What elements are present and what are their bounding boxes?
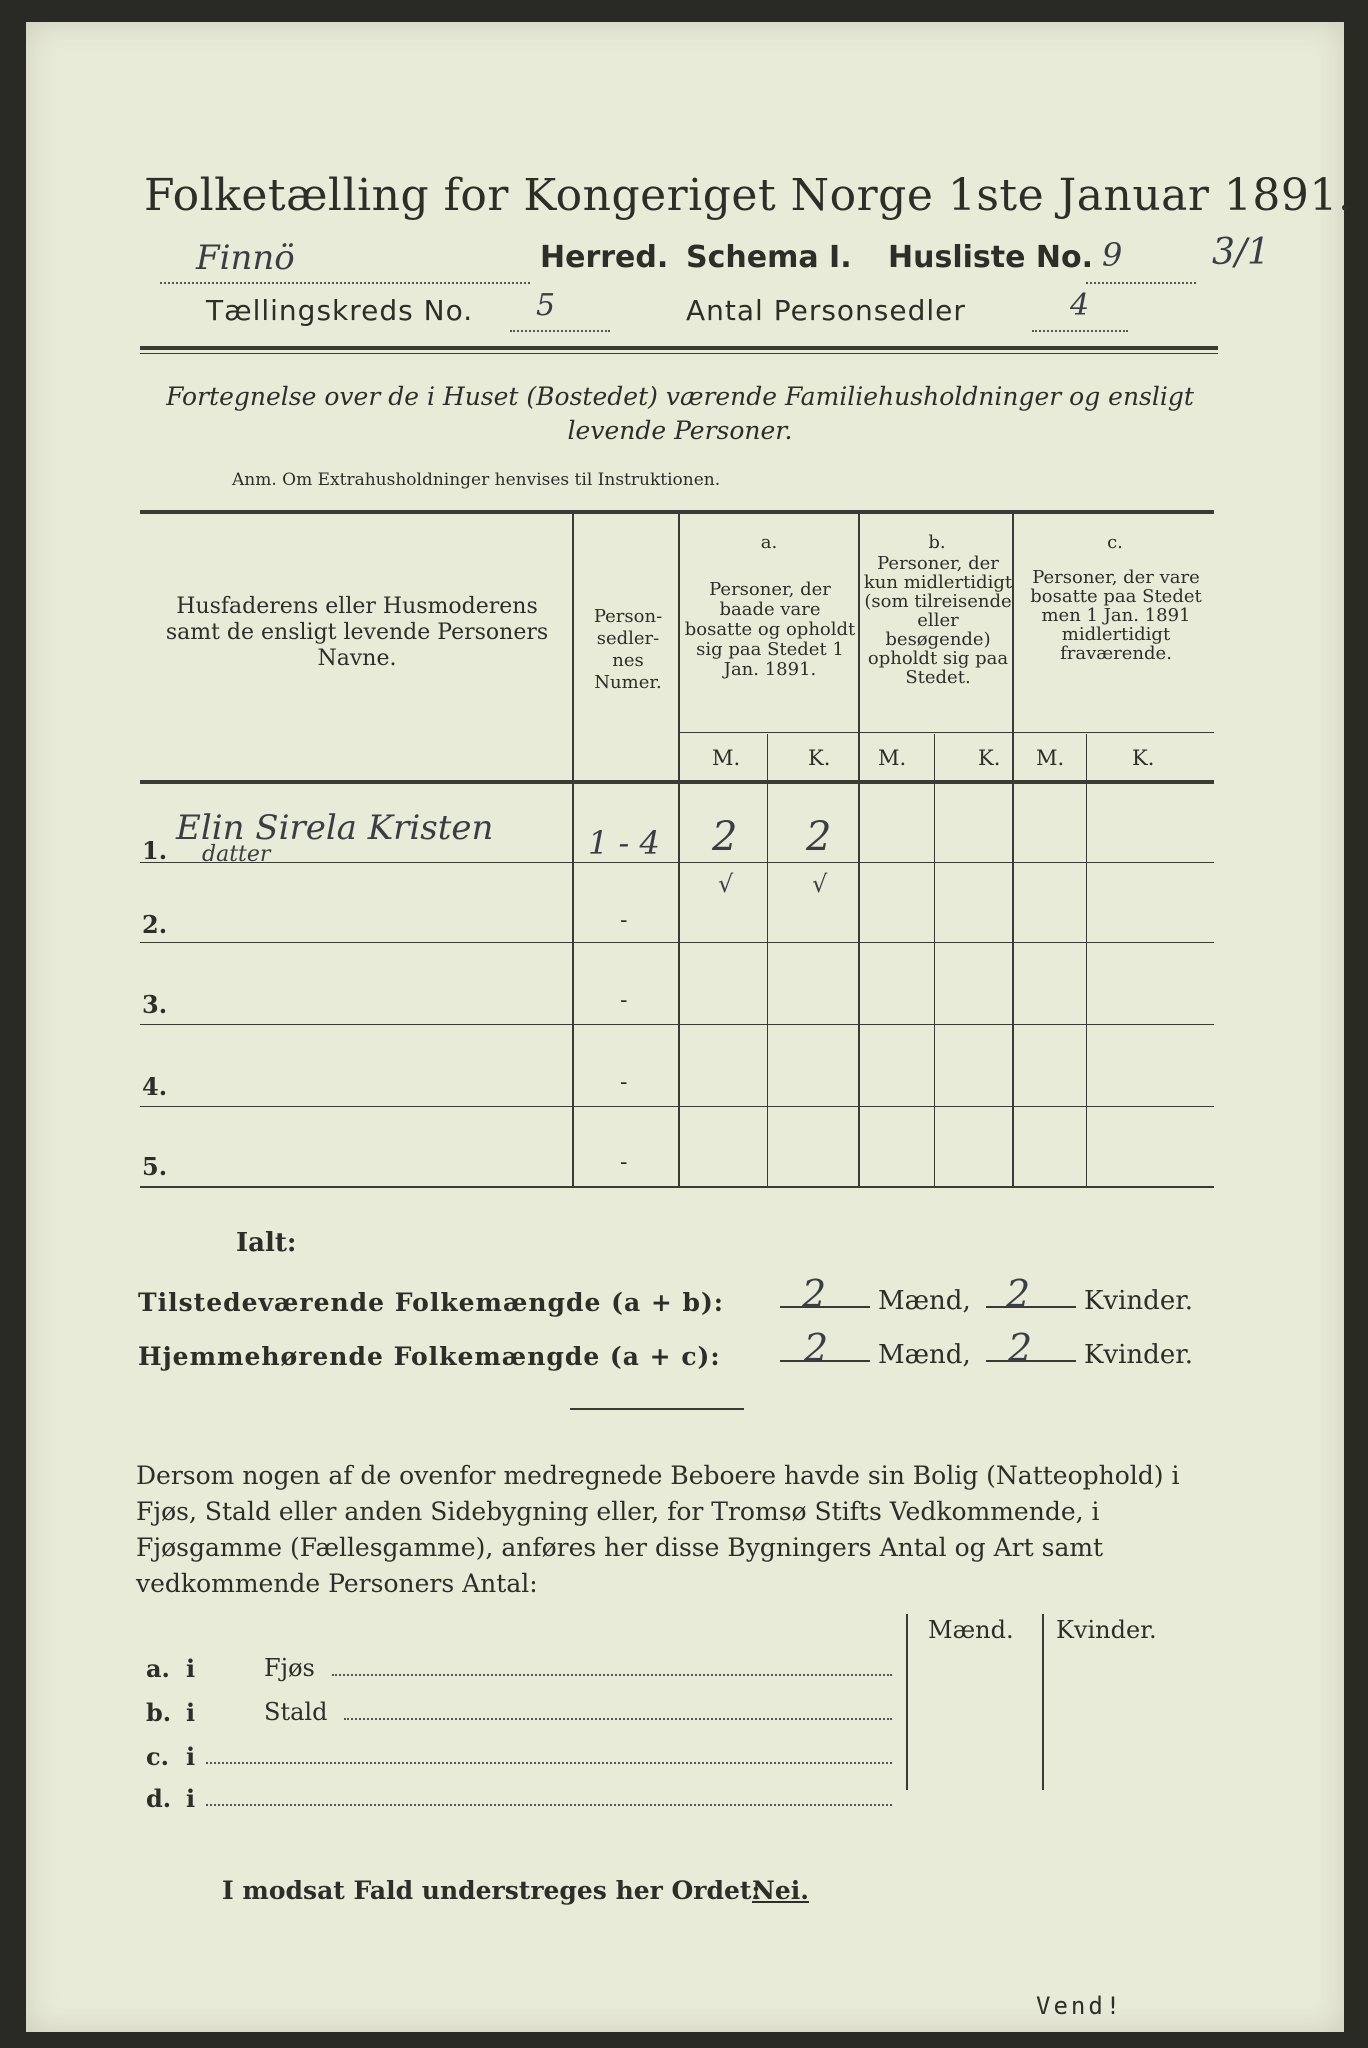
building-dotted-line bbox=[206, 1802, 892, 1806]
b-m-label: M. bbox=[878, 746, 907, 770]
col-name-header: Husfaderens eller Husmoderens samt de ensligt levende Personers Navne. bbox=[165, 594, 549, 671]
building-letter: a. bbox=[146, 1654, 170, 1683]
hjemme-k-value: 2 bbox=[1008, 1326, 1033, 1370]
building-prep: i bbox=[186, 1654, 196, 1683]
tilstede-label: Tilstedeværende Folkemængde (a + b): bbox=[138, 1288, 725, 1317]
buildings-kvinder-header: Kvinder. bbox=[1056, 1616, 1157, 1644]
col-divider-c-mk bbox=[1086, 734, 1087, 1186]
a-k-label: K. bbox=[808, 746, 831, 770]
building-dotted-line bbox=[344, 1716, 892, 1720]
section-divider bbox=[570, 1408, 744, 1410]
row-divider bbox=[140, 1106, 1214, 1107]
building-label: Stald bbox=[264, 1698, 328, 1726]
hjemme-maend-label: Mænd, bbox=[878, 1340, 971, 1370]
col-divider-a-mk bbox=[767, 734, 768, 1186]
col-a-letter: a. bbox=[760, 532, 778, 553]
row-persnum: - bbox=[620, 988, 628, 1013]
building-dotted-line bbox=[206, 1760, 892, 1764]
row-a-k: 2 bbox=[806, 814, 832, 860]
row-divider bbox=[140, 942, 1214, 943]
herred-label: Herred. bbox=[540, 240, 669, 275]
building-dotted-line bbox=[332, 1672, 892, 1676]
c-m-label: M. bbox=[1036, 746, 1065, 770]
col-c-letter: c. bbox=[1107, 532, 1123, 553]
col-a-header: Personer, der baade vare bosatte og opholdt sig paa Stedet 1 Jan. 1891. bbox=[684, 579, 856, 680]
building-prep: i bbox=[186, 1698, 196, 1727]
husliste-extra: 3/1 bbox=[1212, 232, 1270, 273]
row-a-m-check: √ bbox=[718, 870, 734, 898]
buildings-col-divider-2 bbox=[1042, 1614, 1044, 1790]
building-prep: i bbox=[186, 1742, 196, 1771]
row-persnum: - bbox=[620, 1150, 628, 1175]
col-divider-a bbox=[858, 514, 860, 1186]
hjemme-m-value: 2 bbox=[804, 1326, 829, 1370]
row-persnum: - bbox=[620, 908, 628, 933]
building-letter: d. bbox=[146, 1784, 172, 1813]
tilstede-k-line bbox=[986, 1306, 1076, 1308]
col-divider-b-mk bbox=[934, 734, 935, 1186]
col-divider-num bbox=[678, 514, 680, 1186]
tilstede-maend-label: Mænd, bbox=[878, 1286, 971, 1316]
hjemme-label: Hjemmehørende Folkemængde (a + c): bbox=[138, 1342, 721, 1371]
col-b-letter: b. bbox=[928, 532, 946, 553]
col-divider-name bbox=[572, 514, 574, 1186]
row-a-k-check: √ bbox=[812, 870, 828, 898]
kreds-label: Tællingskreds No. bbox=[206, 294, 474, 327]
row-divider bbox=[140, 862, 1214, 863]
husliste-value: 9 bbox=[1102, 236, 1123, 274]
row-number: 5. bbox=[142, 1152, 168, 1181]
table-top-rule bbox=[140, 510, 1214, 514]
col-num-header: Person-sedler-nes Numer. bbox=[593, 606, 663, 693]
buildings-instructions: Dersom nogen af de ovenfor medregnede Beboere havde sin Bolig (Natteophold) i Fjøs, Stald eller anden Sidebygning eller, for Tromsø Stifts Vedkommende, i Fjøsgamme (Fællesgamme), anføres her disse Bygningers Antal og Art samt vedkommende Personers Antal: bbox=[136, 1461, 1180, 1598]
antal-value: 4 bbox=[1070, 288, 1090, 323]
kreds-value: 5 bbox=[536, 288, 556, 323]
husliste-label: Husliste No. bbox=[888, 240, 1093, 275]
table-header-bottom-rule bbox=[140, 780, 1214, 784]
nei-word: Nei. bbox=[752, 1876, 809, 1905]
row-number: 1. bbox=[142, 836, 168, 865]
row-persnum: 1 - 4 bbox=[588, 824, 660, 862]
row-number: 2. bbox=[142, 910, 168, 939]
ialt-label: Ialt: bbox=[236, 1228, 297, 1258]
vend-label: Vend! bbox=[1036, 1992, 1124, 2020]
anm-note: Anm. Om Extrahusholdninger henvises til Instruktionen. bbox=[232, 470, 721, 490]
buildings-maend-header: Mænd. bbox=[928, 1616, 1014, 1644]
herred-value: Finnö bbox=[196, 238, 295, 278]
row-a-m: 2 bbox=[712, 814, 738, 860]
tilstede-kvinder-label: Kvinder. bbox=[1084, 1286, 1194, 1316]
b-k-label: K. bbox=[978, 746, 1001, 770]
schema-label: Schema I. bbox=[686, 240, 852, 275]
col-b-header: Personer, der kun midlertidigt (som tilreisende eller besøgende) opholdt sig paa Stedet. bbox=[863, 553, 1013, 688]
modsat-label: I modsat Fald understreges her Ordet: bbox=[222, 1876, 761, 1905]
hjemme-kvinder-label: Kvinder. bbox=[1084, 1340, 1194, 1370]
row-number: 3. bbox=[142, 990, 168, 1019]
a-m-label: M. bbox=[712, 746, 741, 770]
building-letter: c. bbox=[146, 1742, 169, 1771]
row-number: 4. bbox=[142, 1072, 168, 1101]
row-persnum: - bbox=[620, 1070, 628, 1095]
census-form-sheet bbox=[26, 22, 1353, 2032]
intro-heading: Fortegnelse over de i Huset (Bostedet) værende Familiehusholdninger og ensligt levende Personer. bbox=[166, 382, 1194, 445]
building-prep: i bbox=[186, 1784, 196, 1813]
row-divider bbox=[140, 1024, 1214, 1025]
header-rule bbox=[140, 346, 1218, 350]
table-bottom-rule bbox=[140, 1186, 1214, 1188]
mk-header-rule bbox=[680, 732, 1214, 733]
col-c-header: Personer, der vare bosatte paa Stedet men 1 Jan. 1891 midlertidigt fraværende. bbox=[1030, 567, 1202, 664]
buildings-col-divider-1 bbox=[906, 1614, 908, 1790]
header-rule-thin bbox=[140, 353, 1218, 354]
antal-label: Antal Personsedler bbox=[686, 294, 966, 327]
building-label: Fjøs bbox=[264, 1654, 315, 1682]
c-k-label: K. bbox=[1132, 746, 1155, 770]
tilstede-k-value: 2 bbox=[1006, 1272, 1031, 1316]
row-name: Elin Sirela Kristen bbox=[176, 808, 494, 848]
row-name-cont: datter bbox=[202, 842, 271, 867]
form-title: Folketælling for Kongeriget Norge 1ste Januar 1891. bbox=[144, 170, 1353, 221]
tilstede-m-value: 2 bbox=[802, 1272, 827, 1316]
kreds-dotted-line bbox=[510, 320, 610, 332]
building-letter: b. bbox=[146, 1698, 172, 1727]
